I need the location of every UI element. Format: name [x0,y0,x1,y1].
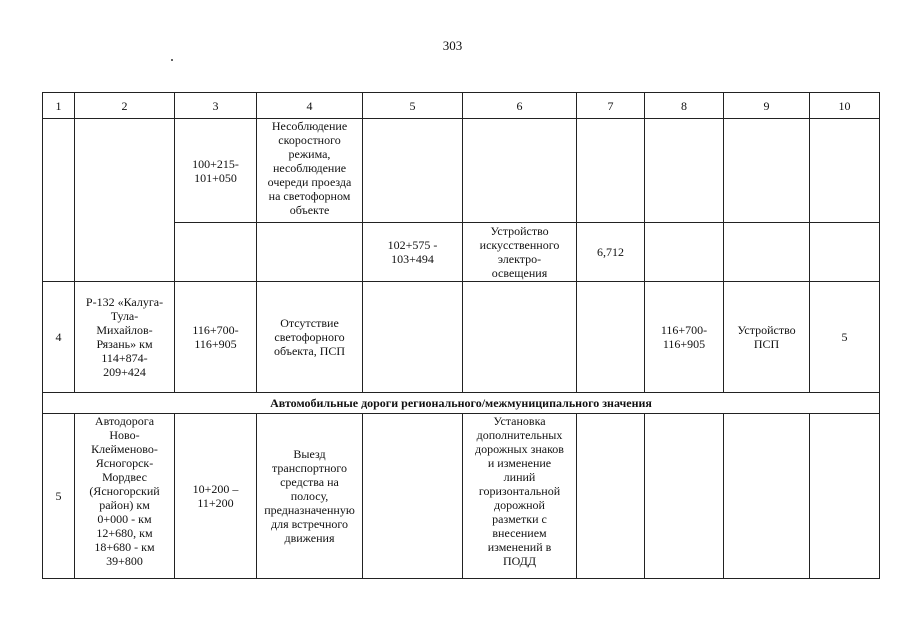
reason-cell: Выезд транспортного средства на полосу, предназначенную для встречного движения [257,414,363,579]
value-cell: 5 [810,282,880,393]
empty-cell [363,414,463,579]
cont-reason-cell: Несоблюдение скоростного режима, несоблюдение очереди проезда на светофорном объекте [257,119,363,223]
header-cell-4: 4 [257,93,363,119]
row-number-cell: 4 [43,282,75,393]
section-row [43,393,880,414]
segment-cell: 116+700- 116+905 [175,282,257,393]
table-row [43,282,880,393]
cont-segment-cell: 100+215- 101+050 [175,119,257,223]
header-row [43,93,880,119]
header-cell-6: 6 [463,93,577,119]
empty-cell [645,414,724,579]
empty-cell [645,223,724,282]
road-name-cell: Автодорога Ново- Клейменово- Ясногорск- Мордвес (Ясногорский район) км 0+000 - км 12+680, км 18+680 - км 39+800 [75,414,175,579]
header-cell-5: 5 [363,93,463,119]
empty-cell [724,119,810,223]
empty-cell [724,414,810,579]
cont-value-cell: 6,712 [577,223,645,282]
header-cell-10: 10 [810,93,880,119]
stray-dot [171,59,173,61]
row-number-cell: 5 [43,414,75,579]
empty-cell [363,119,463,223]
header-cell-8: 8 [645,93,724,119]
header-cell-1: 1 [43,93,75,119]
header-cell-2: 2 [75,93,175,119]
cont-road-cell [75,119,175,282]
reason-cell: Отсутствие светофорного объекта, ПСП [257,282,363,393]
section-title: Автомобильные дороги регионального/межмуниципального значения [43,393,880,414]
table-row [43,414,880,579]
empty-cell [463,282,577,393]
cont-measure-cell: Устройство искусственного электро- освещения [463,223,577,282]
empty-cell [577,414,645,579]
empty-cell [175,223,257,282]
location-cell: 116+700- 116+905 [645,282,724,393]
empty-cell [810,414,880,579]
header-cell-9: 9 [724,93,810,119]
empty-cell [810,119,880,223]
empty-cell [645,119,724,223]
empty-cell [724,223,810,282]
empty-cell [363,282,463,393]
empty-cell [257,223,363,282]
measure-cell: Установка дополнительных дорожных знаков и изменение линий горизонтальной дорожной разметки с внесением изменений в ПОДД [463,414,577,579]
empty-cell [577,282,645,393]
empty-cell [810,223,880,282]
empty-cell [463,119,577,223]
empty-cell [577,119,645,223]
page-number: 303 [442,38,463,53]
header-cell-3: 3 [175,93,257,119]
cont-num-cell [43,119,75,282]
table-row [43,119,880,223]
cont-location-cell: 102+575 - 103+494 [363,223,463,282]
segment-cell: 10+200 – 11+200 [175,414,257,579]
data-table [42,92,880,579]
header-cell-7: 7 [577,93,645,119]
measure-cell: Устройство ПСП [724,282,810,393]
road-name-cell: Р-132 «Калуга- Тула- Михайлов- Рязань» км 114+874- 209+424 [75,282,175,393]
